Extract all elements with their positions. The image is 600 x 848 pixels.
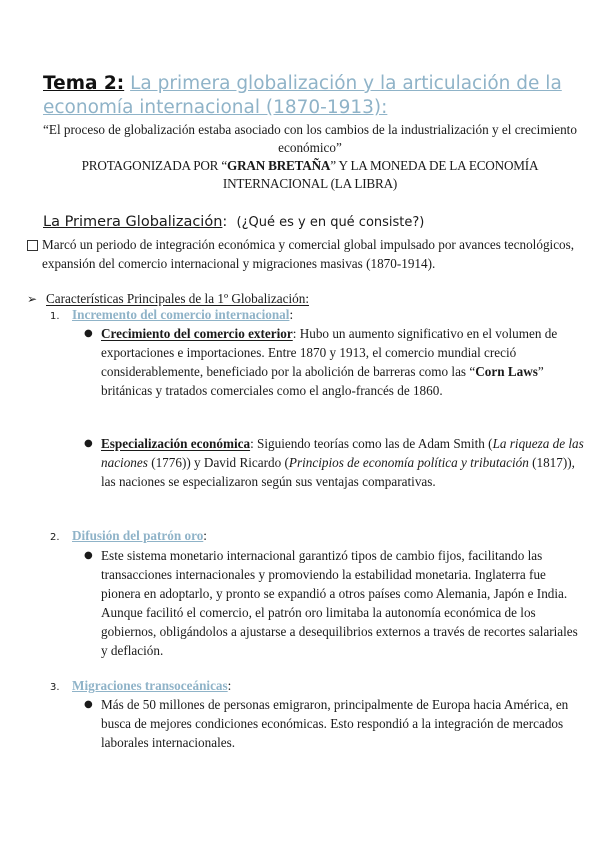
item-number: 3.: [50, 682, 60, 693]
section-question: (¿Qué es y en qué consiste?): [236, 215, 425, 230]
item-number: 2.: [50, 532, 60, 543]
bullet-text: Este sistema monetario internacional garantizó tipos de cambio fijos, facilitando las transacciones internacionales y promoviendo la estabilidad monetaria. Inglaterra fue pionera en adoptarlo, y pronto se expandió a otros países como Alemania, Japón e India. Aunque facilitó el comercio, el patrón oro limitaba la autonomía económica de los gobiernos, obligándolos a ajustarse a desequilibrios externos a través de recortes salariales y deflación.: [101, 548, 578, 658]
item-title-migraciones: [72, 677, 231, 695]
bullet-paragraph-migraciones: [101, 695, 586, 752]
section-label: La Primera Globalización: [43, 214, 223, 230]
intro-quote: “El proceso de globalización estaba asociado con los cambios de la industrialización y el crecimiento económico”: [43, 122, 577, 155]
bullet-icon: ●: [84, 550, 93, 561]
intro-paragraph: [27, 236, 593, 273]
bullet-text-2: ” británicas y tratados comerciales como el anglo-francés de 1860.: [101, 364, 544, 398]
item-title-suffix: :: [227, 678, 232, 693]
bullet-text-2: (1776)) y David Ricardo (: [147, 455, 289, 470]
bullet-paragraph-especializacion: [101, 434, 586, 491]
item-title-suffix: :: [203, 528, 207, 543]
item-title-text: Migraciones transoceánicas: [72, 678, 228, 693]
section-colon: :: [222, 214, 228, 230]
intro-text: Marcó un periodo de integración económica y comercial global impulsado por avances tecnológicos, expansión del comercio internacional y migraciones masivas (1870-1914).: [42, 237, 575, 271]
bullet-icon: ●: [84, 699, 93, 710]
protagonist-post: ” Y LA MONEDA DE LA ECONOMÍA INTERNACIONAL (LA LIBRA): [222, 158, 539, 191]
title-lead: Tema 2:: [43, 73, 125, 94]
bullet-bold-term-2: Corn Laws: [475, 364, 538, 379]
bullet-icon: ●: [84, 328, 93, 339]
item-title-patron-oro: [72, 527, 207, 545]
section-heading: [43, 212, 583, 233]
bullet-text-3: (1817)), las naciones se especializaron según sus ventajas comparativas.: [101, 455, 575, 489]
protagonist-pre: PROTAGONIZADA POR “: [81, 158, 228, 173]
item-title-comercio: [72, 306, 293, 324]
checkbox-square-icon: [27, 240, 38, 251]
item-number: 1.: [50, 311, 60, 322]
item-title-text: Incremento del comercio internacional: [72, 307, 290, 322]
protagonist-line: [30, 157, 590, 193]
bullet-icon: ●: [84, 438, 93, 449]
bullet-paragraph-patron-oro: [101, 546, 586, 660]
arrow-bullet-icon: ➢: [27, 292, 38, 306]
bullet-text: : Siguiendo teorías como las de Adam Smith (: [250, 436, 493, 451]
bullet-italic: La riqueza de las naciones: [101, 436, 584, 470]
item-title-text: Difusión del patrón oro: [72, 528, 204, 543]
page-title: [43, 72, 583, 120]
title-rest: La primera globalización y la articulación de la economía internacional (1870-1913):: [43, 73, 562, 118]
bullet-italic-2: Principios de economía política y tributación: [288, 455, 529, 470]
bullet-text: : Hubo un aumento significativo en el volumen de exportaciones e importaciones. Entre 1870 y 1913, el comercio mundial creció considerablemente, beneficiado por la abolición de barreras como las “: [101, 326, 558, 379]
bullet-bold-term: Crecimiento del comercio exterior: [101, 326, 293, 341]
characteristics-heading-text: Características Principales de la 1º Globalización:: [46, 291, 309, 306]
bullet-text: Más de 50 millones de personas emigraron, principalmente de Europa hacia América, en busca de mejores condiciones económicas. Esto respondió a la integración de mercados laborales internacionales.: [101, 697, 569, 750]
bullet-paragraph-crecimiento: [101, 324, 586, 400]
bullet-bold-term: Especialización económica: [101, 436, 251, 451]
item-title-suffix: :: [289, 307, 294, 322]
protagonist-bold: GRAN BRETAÑA: [227, 158, 331, 173]
